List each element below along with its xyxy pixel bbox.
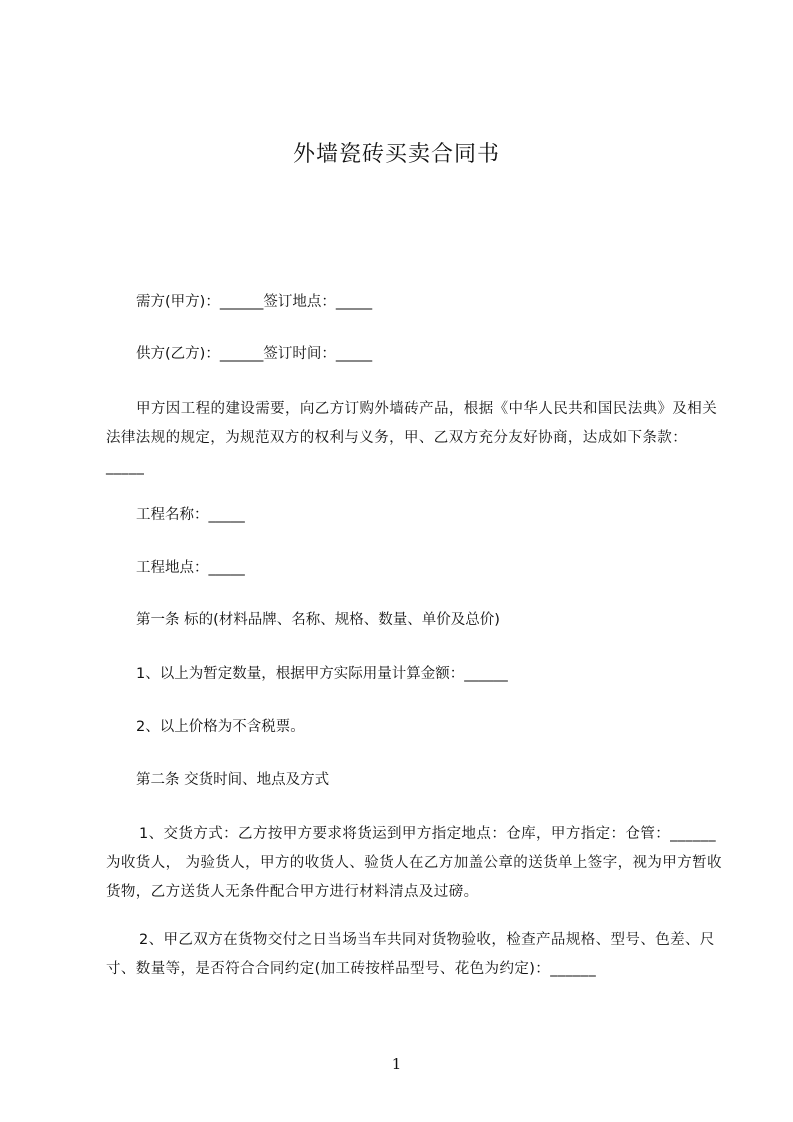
page-number: 1 [391,1055,402,1073]
article1-item1: 1、以上为暂定数量，根据甲方实际用量计算金额：______ [136,666,508,682]
article2-item1: 1、交货方式：乙方按甲方要求将货运到甲方指定地点：仓库，甲方指定：仓管：______为收货人， 为验货人，甲方的收货人、验货人在乙方加盖公章的送货单上签字，视为甲方暂收货物，乙方送货人无条件配合甲方进行材料清点及过磅。 [106,826,722,900]
article2-item2: 2、甲乙双方在货物交付之日当场当车共同对货物验收，检查产品规格、型号、色差、尺寸、数量等，是否符合合同约定(加工砖按样品型号、花色为约定)：______ [106,932,715,977]
article2-heading: 第二条 交货时间、地点及方式 [136,772,330,788]
article1-item2: 2、以上价格为不含税票。 [136,719,305,735]
intro-paragraph: 甲方因工程的建设需要，向乙方订购外墙砖产品，根据《中华人民共和国民法典》及相关法律法规的规定，为规范双方的权利与义务，甲、乙双方充分友好协商，达成如下条款：_____ [106,401,718,475]
seller-line: 供方(乙方)：______签订时间：_____ [136,346,373,362]
document-title: 外墙瓷砖买卖合同书 [292,142,500,167]
project-location-line: 工程地点：_____ [136,560,245,576]
article1-heading: 第一条 标的(材料品牌、名称、规格、数量、单价及总价) [136,612,500,628]
buyer-line: 需方(甲方)：______签订地点：_____ [136,294,373,310]
project-name-line: 工程名称：_____ [136,507,245,523]
